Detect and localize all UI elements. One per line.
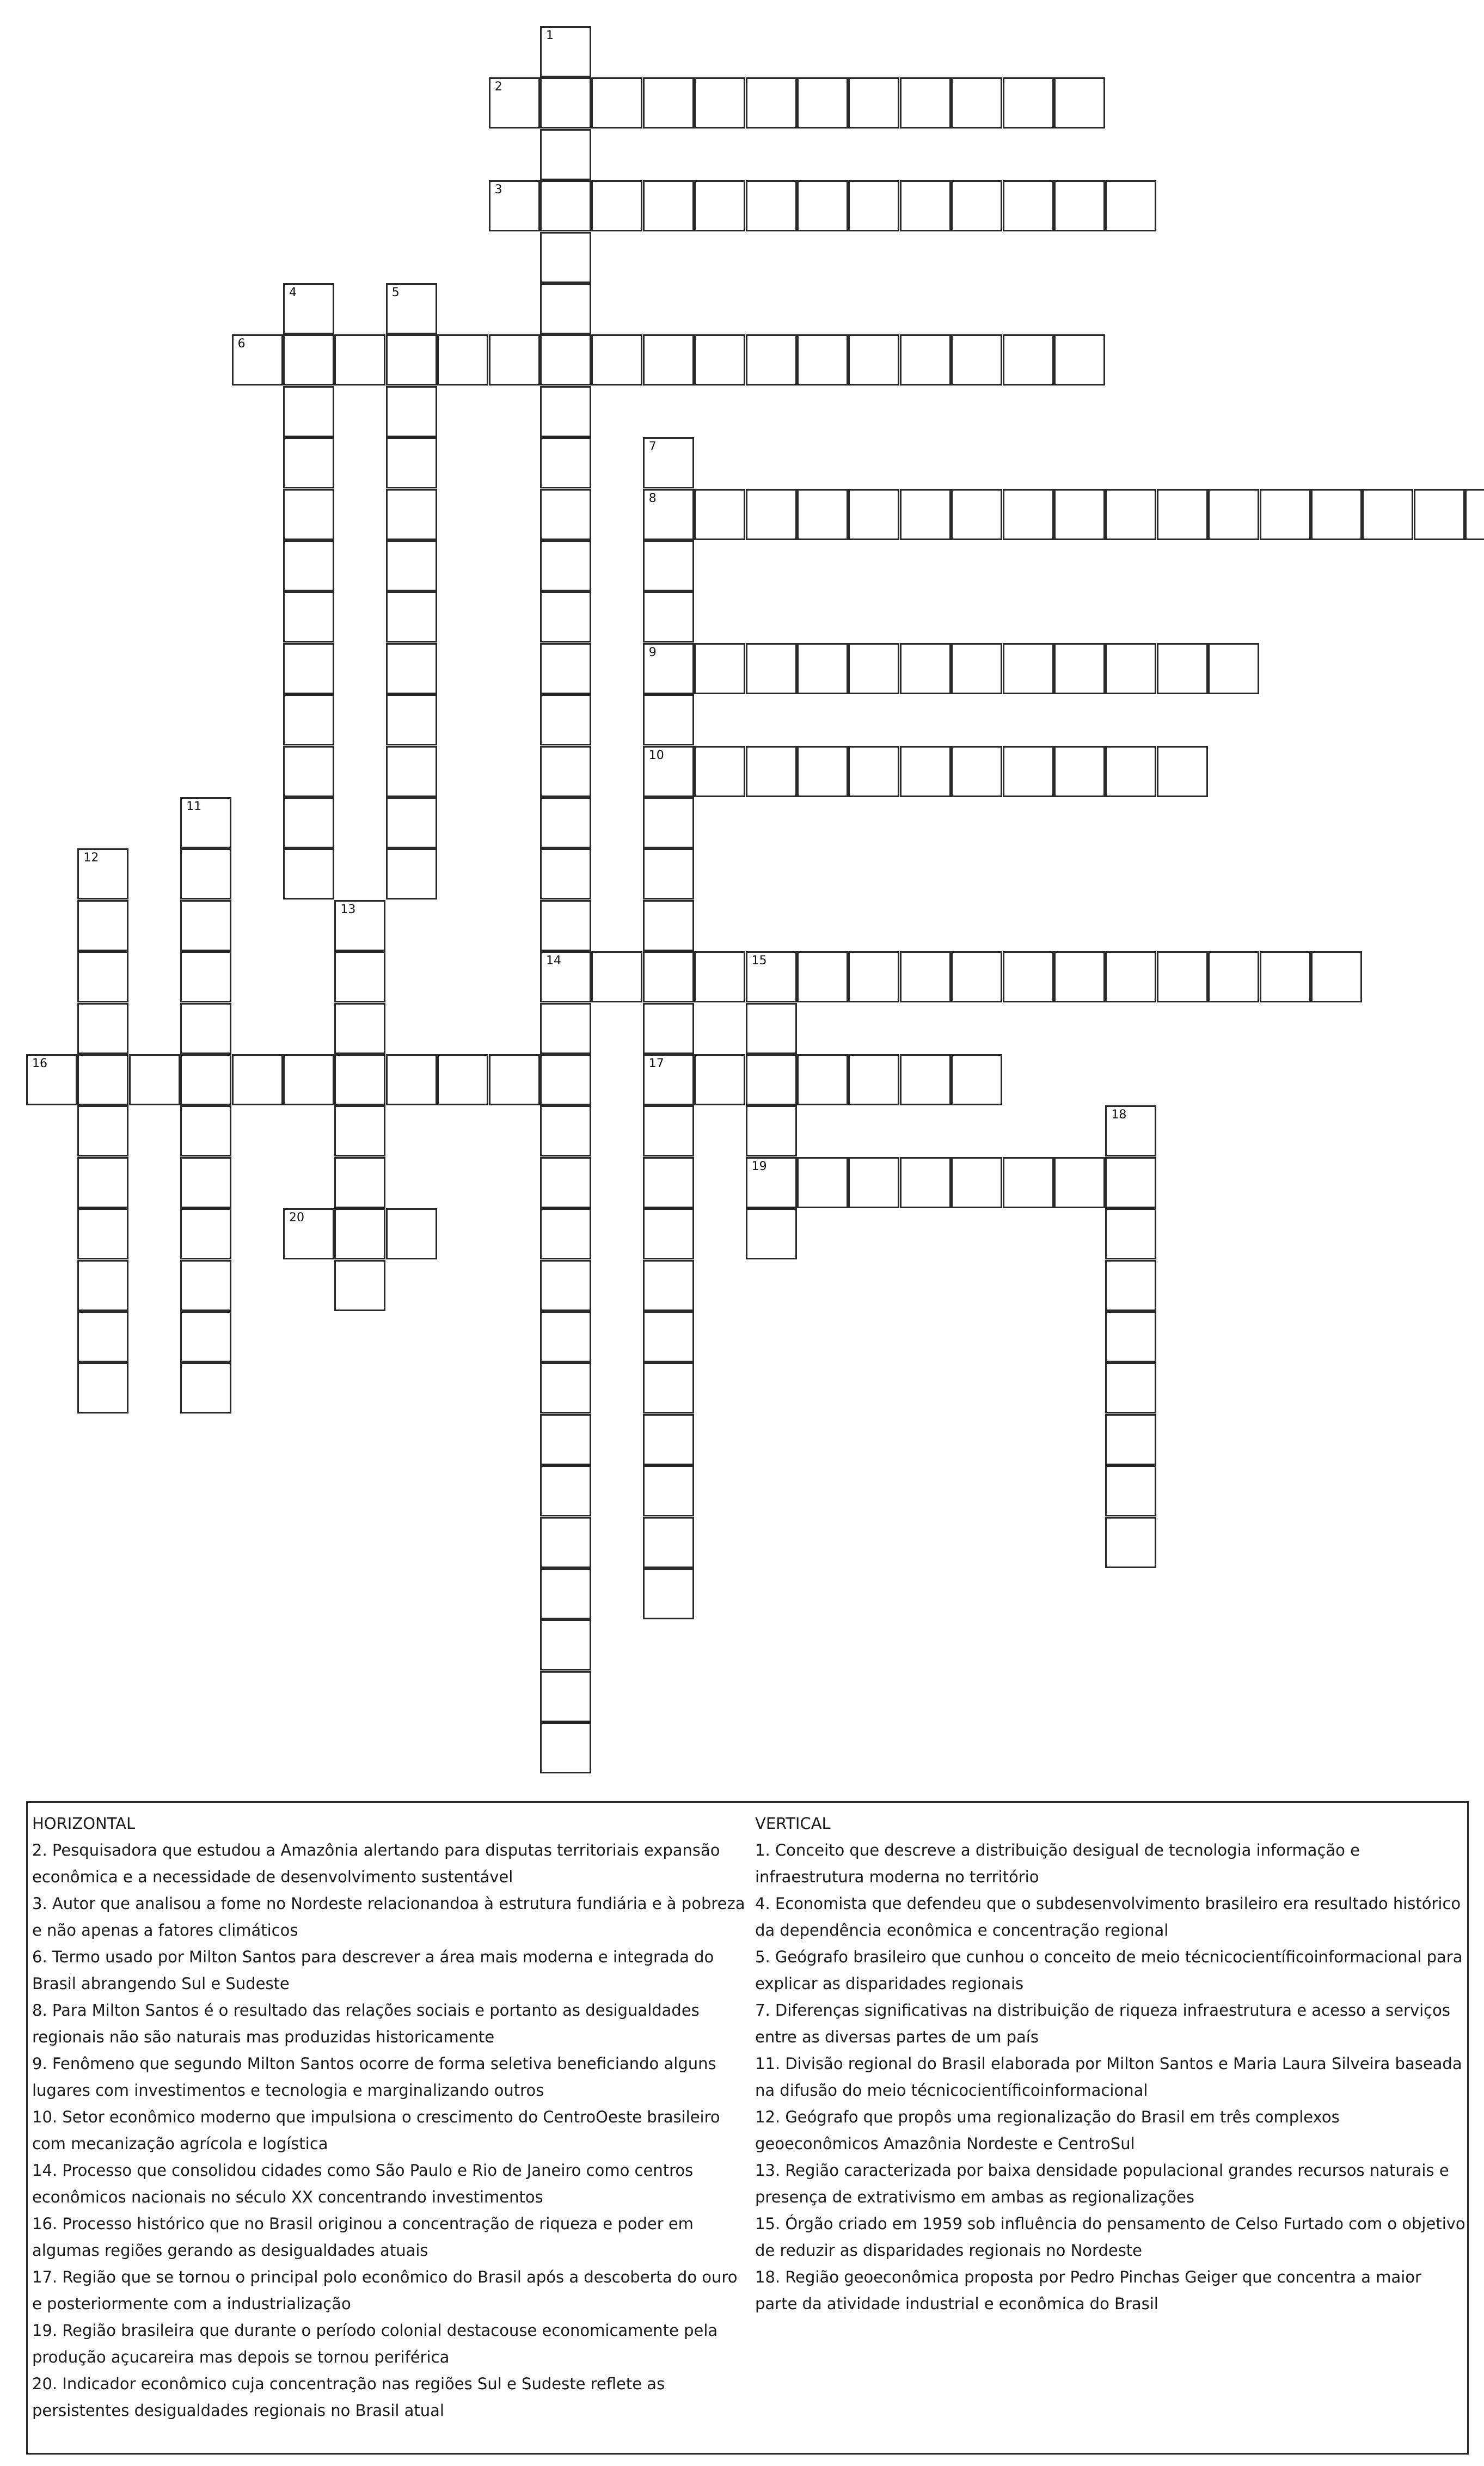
crossword-cell[interactable] xyxy=(1054,643,1105,694)
clue-number: 4 xyxy=(289,286,297,299)
crossword-cell[interactable] xyxy=(334,900,385,951)
crossword-cell[interactable] xyxy=(540,1414,591,1465)
crossword-cell[interactable] xyxy=(797,951,848,1002)
crossword-cell[interactable] xyxy=(540,334,591,385)
crossword-cell[interactable] xyxy=(643,1517,694,1568)
crossword-cell[interactable] xyxy=(1054,77,1105,128)
crossword-cell[interactable] xyxy=(1414,489,1465,540)
crossword-cell[interactable] xyxy=(643,694,694,745)
crossword-cell[interactable] xyxy=(283,591,334,642)
crossword-cell[interactable] xyxy=(1208,489,1259,540)
crossword-cell[interactable] xyxy=(1003,643,1054,694)
vertical-clue: 13. Região caracterizada por baixa densidade populacional grandes recursos naturais e presença de extrativismo em ambas as regionalizações xyxy=(755,2161,1449,2206)
crossword-cell[interactable] xyxy=(386,437,437,488)
clue-number: 3 xyxy=(494,183,502,197)
clue-number: 16 xyxy=(32,1057,47,1070)
crossword-cell[interactable] xyxy=(643,797,694,848)
crossword-cell[interactable] xyxy=(643,77,694,128)
crossword-cell[interactable] xyxy=(489,77,540,128)
clue-number: 6 xyxy=(237,337,246,351)
crossword-cell[interactable] xyxy=(643,591,694,642)
crossword-cell[interactable] xyxy=(797,180,848,231)
horizontal-clues xyxy=(32,1810,751,2424)
crossword-cell[interactable] xyxy=(540,1362,591,1413)
crossword-cell[interactable] xyxy=(848,746,899,797)
crossword-cell[interactable] xyxy=(643,1208,694,1259)
crossword-cell[interactable] xyxy=(334,1260,385,1311)
crossword-cell[interactable] xyxy=(1260,489,1311,540)
crossword-cell[interactable] xyxy=(334,1208,385,1259)
horizontal-clue: 17. Região que se tornou o principal polo econômico do Brasil após a descoberta do ouro e posteriormente com a industrialização xyxy=(32,2268,738,2313)
crossword-cell[interactable] xyxy=(643,848,694,899)
crossword-cell[interactable] xyxy=(643,1465,694,1516)
crossword-cell[interactable] xyxy=(129,1054,180,1105)
crossword-cell[interactable] xyxy=(1003,1157,1054,1208)
crossword-cell[interactable] xyxy=(334,1003,385,1054)
horizontal-clue: 2. Pesquisadora que estudou a Amazônia alertando para disputas territoriais expansão econômica e a necessidade de desenvolvimento sustentável xyxy=(32,1841,720,1886)
crossword-cell[interactable] xyxy=(694,334,745,385)
crossword-cell[interactable] xyxy=(900,951,951,1002)
crossword-cell[interactable] xyxy=(643,1105,694,1156)
crossword-cell[interactable] xyxy=(797,643,848,694)
crossword-cell[interactable] xyxy=(746,951,797,1002)
clue-number: 13 xyxy=(340,902,356,916)
clues-box xyxy=(26,1801,1469,2455)
horizontal-heading: HORIZONTAL xyxy=(32,1814,136,1833)
clue-number: 7 xyxy=(648,440,657,454)
crossword-cell[interactable] xyxy=(540,1311,591,1362)
crossword-cell[interactable] xyxy=(951,746,1002,797)
crossword-cell[interactable] xyxy=(694,77,745,128)
crossword-cell[interactable] xyxy=(643,334,694,385)
crossword-cell[interactable] xyxy=(77,900,128,951)
crossword-cell[interactable] xyxy=(694,643,745,694)
crossword-cell[interactable] xyxy=(180,1157,231,1208)
crossword-cell[interactable] xyxy=(540,129,591,180)
crossword-cell[interactable] xyxy=(591,951,642,1002)
horizontal-clue: 3. Autor que analisou a fome no Nordeste relacionandoa à estrutura fundiária e à pobreza e não apenas a fatores climáticos xyxy=(32,1894,745,1939)
crossword-cell[interactable] xyxy=(540,386,591,437)
crossword-cell[interactable] xyxy=(180,1362,231,1413)
clue-number: 8 xyxy=(648,491,657,505)
crossword-cell[interactable] xyxy=(643,1362,694,1413)
crossword-cell[interactable] xyxy=(540,797,591,848)
crossword-cell[interactable] xyxy=(591,77,642,128)
crossword-cell[interactable] xyxy=(283,386,334,437)
crossword-cell[interactable] xyxy=(643,489,694,540)
crossword-cell[interactable] xyxy=(283,643,334,694)
crossword-cell[interactable] xyxy=(283,283,334,334)
crossword-cell[interactable] xyxy=(334,1157,385,1208)
crossword-cell[interactable] xyxy=(694,951,745,1002)
crossword-cell[interactable] xyxy=(951,180,1002,231)
crossword-cell[interactable] xyxy=(1003,180,1054,231)
crossword-cell[interactable] xyxy=(848,489,899,540)
crossword-cell[interactable] xyxy=(540,437,591,488)
crossword-cell[interactable] xyxy=(1311,489,1362,540)
crossword-cell[interactable] xyxy=(797,489,848,540)
crossword-cell[interactable] xyxy=(386,848,437,899)
crossword-cell[interactable] xyxy=(643,1003,694,1054)
crossword-cell[interactable] xyxy=(180,797,231,848)
crossword-cell[interactable] xyxy=(1105,1208,1156,1259)
crossword-cell[interactable] xyxy=(540,283,591,334)
crossword-cell[interactable] xyxy=(900,643,951,694)
crossword-cell[interactable] xyxy=(1105,1157,1156,1208)
crossword-cell[interactable] xyxy=(437,334,488,385)
crossword-cell[interactable] xyxy=(643,180,694,231)
crossword-cell[interactable] xyxy=(848,334,899,385)
crossword-cell[interactable] xyxy=(797,77,848,128)
crossword-cell[interactable] xyxy=(77,1105,128,1156)
crossword-cell[interactable] xyxy=(180,900,231,951)
crossword-cell[interactable] xyxy=(746,643,797,694)
crossword-cell[interactable] xyxy=(900,180,951,231)
crossword-cell[interactable] xyxy=(643,1157,694,1208)
crossword-cell[interactable] xyxy=(1105,1105,1156,1156)
crossword-cell[interactable] xyxy=(1054,334,1105,385)
crossword-cell[interactable] xyxy=(386,489,437,540)
crossword-cell[interactable] xyxy=(797,746,848,797)
crossword-cell[interactable] xyxy=(1105,1517,1156,1568)
crossword-cell[interactable] xyxy=(386,386,437,437)
crossword-cell[interactable] xyxy=(540,1722,591,1773)
crossword-cell[interactable] xyxy=(77,1362,128,1413)
crossword-cell[interactable] xyxy=(180,951,231,1002)
crossword-cell[interactable] xyxy=(180,848,231,899)
vertical-clue: 1. Conceito que descreve a distribuição desigual de tecnologia informação e infraestrutura moderna no território xyxy=(755,1841,1360,1886)
crossword-cell[interactable] xyxy=(643,1260,694,1311)
crossword-cell[interactable] xyxy=(694,489,745,540)
crossword-cell[interactable] xyxy=(1105,1311,1156,1362)
crossword-cell[interactable] xyxy=(1157,951,1208,1002)
crossword-cell[interactable] xyxy=(540,489,591,540)
crossword-cell[interactable] xyxy=(283,334,334,385)
horizontal-clue: 10. Setor econômico moderno que impulsiona o crescimento do CentroOeste brasileiro com mecanização agrícola e logística xyxy=(32,2108,720,2153)
crossword-cell[interactable] xyxy=(1054,489,1105,540)
crossword-cell[interactable] xyxy=(180,1208,231,1259)
crossword-cell[interactable] xyxy=(1105,1414,1156,1465)
crossword-cell[interactable] xyxy=(386,540,437,591)
crossword-cell[interactable] xyxy=(694,1054,745,1105)
clue-number: 15 xyxy=(751,954,767,968)
crossword-cell[interactable] xyxy=(77,1311,128,1362)
crossword-cell[interactable] xyxy=(437,1054,488,1105)
crossword-cell[interactable] xyxy=(1105,1260,1156,1311)
crossword-cell[interactable] xyxy=(1054,746,1105,797)
crossword-cell[interactable] xyxy=(540,232,591,283)
crossword-cell[interactable] xyxy=(386,334,437,385)
crossword-cell[interactable] xyxy=(283,489,334,540)
crossword-cell[interactable] xyxy=(386,1054,437,1105)
crossword-cell[interactable] xyxy=(283,848,334,899)
horizontal-clue: 20. Indicador econômico cuja concentração nas regiões Sul e Sudeste reflete as persistentes desigualdades regionais no Brasil atual xyxy=(32,2375,665,2420)
crossword-cell[interactable] xyxy=(540,1260,591,1311)
horizontal-clue: 14. Processo que consolidou cidades como São Paulo e Rio de Janeiro como centros econômicos nacionais no século XX concentrando investimentos xyxy=(32,2161,694,2206)
crossword-cell[interactable] xyxy=(540,1105,591,1156)
crossword-cell[interactable] xyxy=(540,746,591,797)
vertical-heading: VERTICAL xyxy=(755,1814,831,1833)
crossword-cell[interactable] xyxy=(1003,77,1054,128)
clue-number: 10 xyxy=(648,748,664,762)
crossword-cell[interactable] xyxy=(900,1157,951,1208)
crossword-cell[interactable] xyxy=(540,540,591,591)
crossword-cell[interactable] xyxy=(797,1054,848,1105)
crossword-cell[interactable] xyxy=(283,797,334,848)
clue-number: 14 xyxy=(546,954,561,968)
crossword-cell[interactable] xyxy=(900,1054,951,1105)
crossword-cell[interactable] xyxy=(643,900,694,951)
crossword-cell[interactable] xyxy=(694,180,745,231)
crossword-cell[interactable] xyxy=(180,1260,231,1311)
crossword-cell[interactable] xyxy=(489,334,540,385)
crossword-cell[interactable] xyxy=(386,1208,437,1259)
crossword-cell[interactable] xyxy=(540,900,591,951)
crossword-cell[interactable] xyxy=(1157,746,1208,797)
crossword-cell[interactable] xyxy=(540,1157,591,1208)
crossword-cell[interactable] xyxy=(746,1208,797,1259)
horizontal-clue: 16. Processo histórico que no Brasil originou a concentração de riqueza e poder em algumas regiões gerando as desigualdades atuais xyxy=(32,2214,694,2260)
crossword-cell[interactable] xyxy=(1105,746,1156,797)
crossword-cell[interactable] xyxy=(540,591,591,642)
crossword-cell[interactable] xyxy=(1208,951,1259,1002)
crossword-cell[interactable] xyxy=(283,1208,334,1259)
crossword-cell[interactable] xyxy=(591,334,642,385)
crossword-cell[interactable] xyxy=(1003,334,1054,385)
crossword-cell[interactable] xyxy=(643,1054,694,1105)
crossword-cell[interactable] xyxy=(746,1157,797,1208)
vertical-clue-list xyxy=(755,1837,1466,2317)
crossword-cell[interactable] xyxy=(951,951,1002,1002)
horizontal-clue-list xyxy=(32,1837,751,2424)
crossword-cell[interactable] xyxy=(283,746,334,797)
crossword-cell[interactable] xyxy=(1260,951,1311,1002)
crossword-cell[interactable] xyxy=(1465,489,1484,540)
crossword-cell[interactable] xyxy=(386,643,437,694)
crossword-cell[interactable] xyxy=(77,1054,128,1105)
crossword-cell[interactable] xyxy=(591,180,642,231)
crossword-cell[interactable] xyxy=(746,77,797,128)
crossword-cell[interactable] xyxy=(232,334,283,385)
crossword-cell[interactable] xyxy=(1208,643,1259,694)
crossword-cell[interactable] xyxy=(1054,1157,1105,1208)
crossword-cell[interactable] xyxy=(540,1619,591,1670)
crossword-cell[interactable] xyxy=(746,180,797,231)
clue-number: 1 xyxy=(546,29,554,42)
crossword-cell[interactable] xyxy=(1105,1465,1156,1516)
crossword-cell[interactable] xyxy=(1003,489,1054,540)
crossword-cell[interactable] xyxy=(180,1003,231,1054)
crossword-cell[interactable] xyxy=(643,951,694,1002)
crossword-cell[interactable] xyxy=(386,591,437,642)
crossword-cell[interactable] xyxy=(797,1157,848,1208)
crossword-cell[interactable] xyxy=(1105,951,1156,1002)
crossword-cell[interactable] xyxy=(540,848,591,899)
crossword-cell[interactable] xyxy=(643,746,694,797)
crossword-cell[interactable] xyxy=(746,489,797,540)
crossword-cell[interactable] xyxy=(643,540,694,591)
crossword-cell[interactable] xyxy=(643,1414,694,1465)
crossword-cell[interactable] xyxy=(540,1208,591,1259)
crossword-cell[interactable] xyxy=(900,77,951,128)
clue-number: 19 xyxy=(751,1159,767,1173)
crossword-cell[interactable] xyxy=(951,334,1002,385)
crossword-cell[interactable] xyxy=(334,1054,385,1105)
crossword-cell[interactable] xyxy=(540,1003,591,1054)
crossword-cell[interactable] xyxy=(848,1157,899,1208)
crossword-cell[interactable] xyxy=(386,746,437,797)
crossword-cell[interactable] xyxy=(746,1105,797,1156)
crossword-cell[interactable] xyxy=(848,180,899,231)
crossword-cell[interactable] xyxy=(900,489,951,540)
crossword-cell[interactable] xyxy=(643,1568,694,1619)
horizontal-clue: 8. Para Milton Santos é o resultado das relações sociais e portanto as desigualdades regionais não são naturais mas produzidas historicamente xyxy=(32,2001,700,2046)
crossword-cell[interactable] xyxy=(746,746,797,797)
crossword-cell[interactable] xyxy=(77,1157,128,1208)
crossword-cell[interactable] xyxy=(386,694,437,745)
crossword-cell[interactable] xyxy=(848,643,899,694)
crossword-cell[interactable] xyxy=(540,77,591,128)
crossword-cell[interactable] xyxy=(283,540,334,591)
clue-number: 12 xyxy=(83,851,99,865)
clue-number: 9 xyxy=(648,645,657,659)
clue-number: 11 xyxy=(186,800,202,813)
horizontal-clue: 9. Fenômeno que segundo Milton Santos ocorre de forma seletiva beneficiando alguns lugares com investimentos e tecnologia e marginalizando outros xyxy=(32,2054,716,2100)
crossword-cell[interactable] xyxy=(540,1568,591,1619)
crossword-cell[interactable] xyxy=(643,643,694,694)
crossword-cell[interactable] xyxy=(848,951,899,1002)
crossword-cell[interactable] xyxy=(1054,180,1105,231)
crossword-cell[interactable] xyxy=(540,26,591,77)
crossword-cell[interactable] xyxy=(951,489,1002,540)
crossword-cell[interactable] xyxy=(540,1054,591,1105)
crossword-cell[interactable] xyxy=(540,1671,591,1722)
crossword-cell[interactable] xyxy=(1105,1362,1156,1413)
crossword-cell[interactable] xyxy=(283,437,334,488)
crossword-cell[interactable] xyxy=(746,334,797,385)
crossword-cell[interactable] xyxy=(334,951,385,1002)
crossword-cell[interactable] xyxy=(1105,489,1156,540)
crossword-cell[interactable] xyxy=(540,694,591,745)
crossword-cell[interactable] xyxy=(386,283,437,334)
vertical-clue: 5. Geógrafo brasileiro que cunhou o conceito de meio técnicocientíficoinformacional para explicar as disparidades regionais xyxy=(755,1948,1463,1993)
crossword-cell[interactable] xyxy=(77,1003,128,1054)
crossword-cell[interactable] xyxy=(951,77,1002,128)
crossword-cell[interactable] xyxy=(77,1208,128,1259)
crossword-cell[interactable] xyxy=(489,1054,540,1105)
vertical-clue: 7. Diferenças significativas na distribuição de riqueza infraestrutura e acesso a serviços entre as diversas partes de um país xyxy=(755,2001,1450,2046)
crossword-cell[interactable] xyxy=(540,180,591,231)
crossword-cell[interactable] xyxy=(1105,643,1156,694)
crossword-cell[interactable] xyxy=(77,1260,128,1311)
crossword-cell[interactable] xyxy=(540,951,591,1002)
vertical-clue: 12. Geógrafo que propôs uma regionalização do Brasil em três complexos geoeconômicos Amazônia Nordeste e CentroSul xyxy=(755,2108,1340,2153)
clue-number: 5 xyxy=(391,286,400,299)
crossword-cell[interactable] xyxy=(1311,951,1362,1002)
crossword-cell[interactable] xyxy=(334,1105,385,1156)
crossword-cell[interactable] xyxy=(232,1054,283,1105)
horizontal-clue: 19. Região brasileira que durante o período colonial destacouse economicamente pela produção açucareira mas depois se tornou periférica xyxy=(32,2321,718,2366)
crossword-cell[interactable] xyxy=(334,334,385,385)
vertical-clue: 4. Economista que defendeu que o subdesenvolvimento brasileiro era resultado histórico da dependência econômica e concentração regional xyxy=(755,1894,1461,1939)
crossword-cell[interactable] xyxy=(951,1054,1002,1105)
crossword-cell[interactable] xyxy=(386,797,437,848)
crossword-cell[interactable] xyxy=(797,334,848,385)
crossword-cell[interactable] xyxy=(540,1517,591,1568)
crossword-cell[interactable] xyxy=(848,1054,899,1105)
crossword-cell[interactable] xyxy=(180,1311,231,1362)
crossword-cell[interactable] xyxy=(1003,951,1054,1002)
vertical-clue: 11. Divisão regional do Brasil elaborada por Milton Santos e Maria Laura Silveira baseada na difusão do meio técnicocientíficoinformacional xyxy=(755,2054,1462,2100)
crossword-cell[interactable] xyxy=(1362,489,1413,540)
crossword-cell[interactable] xyxy=(77,951,128,1002)
crossword-cell[interactable] xyxy=(180,1054,231,1105)
crossword-cell[interactable] xyxy=(1054,951,1105,1002)
crossword-cell[interactable] xyxy=(1157,643,1208,694)
crossword-cell[interactable] xyxy=(951,1157,1002,1208)
crossword-cell[interactable] xyxy=(643,1311,694,1362)
crossword-cell[interactable] xyxy=(1003,746,1054,797)
clue-number: 20 xyxy=(289,1211,304,1225)
crossword-cell[interactable] xyxy=(540,643,591,694)
crossword-cell[interactable] xyxy=(848,77,899,128)
crossword-cell[interactable] xyxy=(694,746,745,797)
crossword-cell[interactable] xyxy=(77,848,128,899)
crossword-cell[interactable] xyxy=(900,334,951,385)
crossword-cell[interactable] xyxy=(283,694,334,745)
crossword-cell[interactable] xyxy=(643,437,694,488)
crossword-cell[interactable] xyxy=(951,643,1002,694)
crossword-cell[interactable] xyxy=(283,1054,334,1105)
clue-number: 17 xyxy=(648,1057,664,1070)
clue-number: 18 xyxy=(1111,1108,1127,1122)
crossword-cell[interactable] xyxy=(1105,180,1156,231)
crossword-cell[interactable] xyxy=(489,180,540,231)
crossword-cell[interactable] xyxy=(746,1054,797,1105)
crossword-cell[interactable] xyxy=(26,1054,77,1105)
vertical-clue: 15. Órgão criado em 1959 sob influência do pensamento de Celso Furtado com o objetivo de reduzir as disparidades regionais no Nordeste xyxy=(755,2214,1465,2260)
crossword-cell[interactable] xyxy=(540,1465,591,1516)
crossword-cell[interactable] xyxy=(746,1003,797,1054)
crossword-cell[interactable] xyxy=(1157,489,1208,540)
crossword-cell[interactable] xyxy=(900,746,951,797)
horizontal-clue: 6. Termo usado por Milton Santos para descrever a área mais moderna e integrada do Brasil abrangendo Sul e Sudeste xyxy=(32,1948,714,1993)
vertical-clues xyxy=(755,1810,1466,2317)
clue-number: 2 xyxy=(494,80,502,94)
crossword-cell[interactable] xyxy=(180,1105,231,1156)
vertical-clue: 18. Região geoeconômica proposta por Pedro Pinchas Geiger que concentra a maior parte da atividade industrial e econômica do Brasil xyxy=(755,2268,1421,2313)
